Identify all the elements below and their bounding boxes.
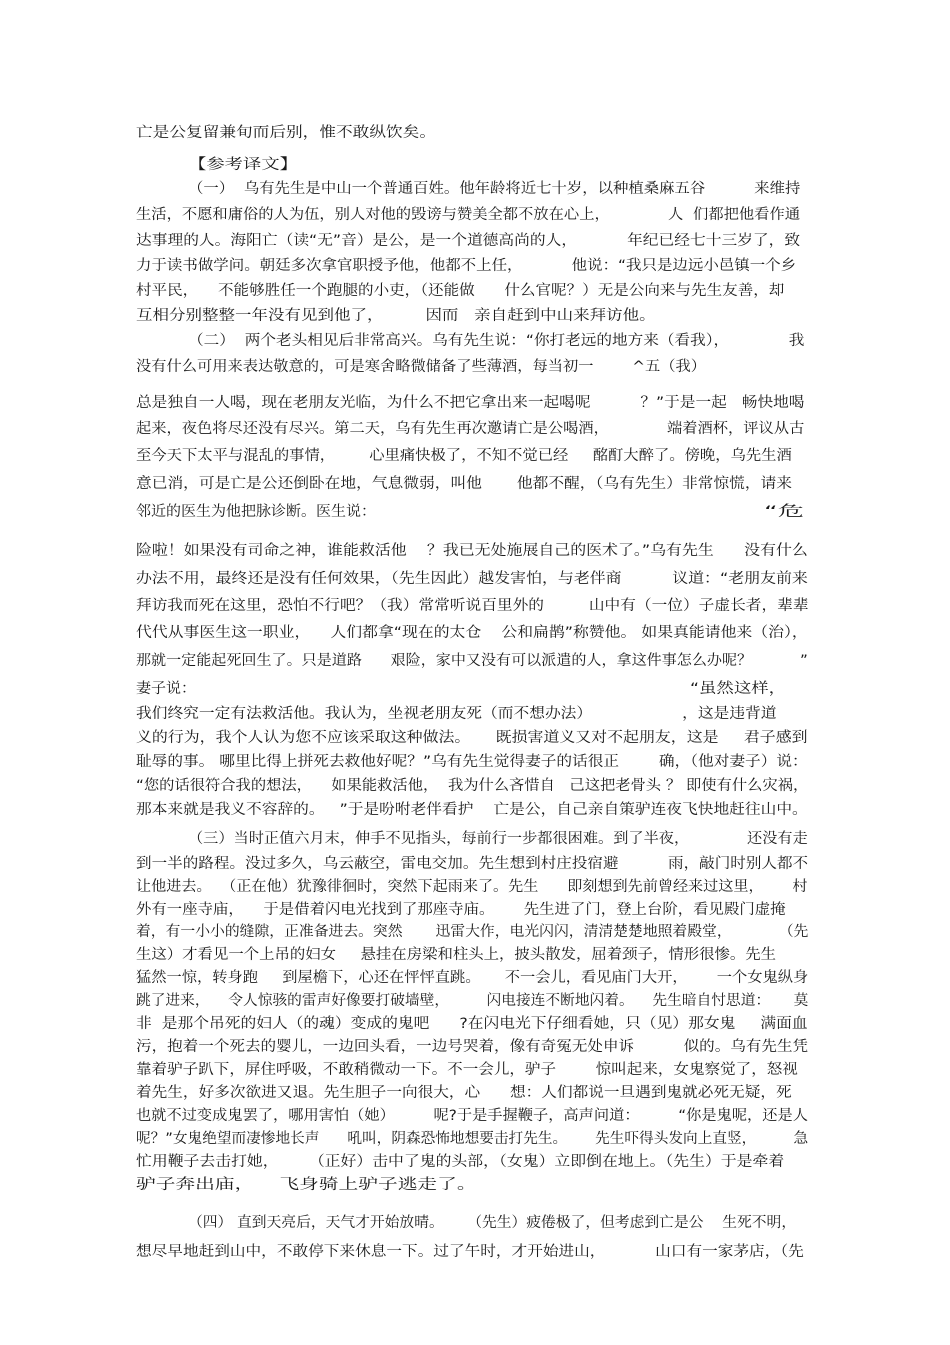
text-line: 让他进去。 （正在他）犹豫徘徊时，突然下起雨来了。先生 即刻想到先前曾经来过这里， 村 xyxy=(136,879,808,895)
text-line: 我们终究一定有法救活他。我认为，坐视老朋友死（而不想办法） ，这是违背道 xyxy=(136,706,777,722)
text-line: （四） 直到天亮后，天气才开始放晴。 （先生）疲倦极了，但考虑到亡是公 生死不明， xyxy=(188,1215,797,1231)
text-line: （三）当时正值六月末，伸手不见指头，每前行一步都很困难。到了半夜， 还没有走 xyxy=(188,831,808,847)
text-line: 猛然一惊，转身跑 到屋檐下，心还在怦怦直跳。 不一会儿，看见庙门大开， 一个女鬼纵身 xyxy=(136,970,809,986)
text-line: 办法不用，最终还是没有任何效果，（先生因此）越发害怕，与老伴商 议道：“老朋友前来 xyxy=(136,571,808,587)
text-line: 生活，不愿和庸俗的人为伍，别人对他的毁谤与赞美全都不放在心上， 人 们都把他看作通 xyxy=(136,207,801,223)
text-line: 忙用鞭子去击打她， （正好）击中了鬼的头部，（女鬼）立即倒在地上。（先生）于是牵着 xyxy=(136,1154,785,1170)
text-line: 总是独自一人喝，现在老朋友光临，为什么不把它拿出来一起喝呢 ？”于是一起 畅快地喝 xyxy=(136,395,805,411)
text-line: 外有一座寺庙， 于是借着闪电光找到了那座寺庙。 先生进了门，登上台阶，看见殿门虚掩 xyxy=(136,902,786,918)
text-line: “您的话很符合我的想法， 如果能救活他， 我为什么吝惜自 己这把老骨头 ？ 即使有什么灾祸， xyxy=(136,778,809,794)
text-line: 着，有一小小的缝隙，正准备进去。突然 迅雷大作，电光闪闪，清清楚楚地照着殿堂， （先 xyxy=(136,924,809,940)
text-line: 互相分别整整一年没有见到他了， 因而 亲自赶到中山来拜访他。 xyxy=(136,308,656,324)
text-line: 非 是那个吊死的妇人（的魂）变成的鬼吧 ?在闪电光下仔细看她，只（见）那女鬼 满面血 xyxy=(136,1016,808,1032)
text-line: 村平民， 不能够胜任一个跑腿的小吏，（还能做 什么官呢？）无是公向来与先生友善，却 xyxy=(136,283,785,299)
text-line: 至今天下太平与混乱的事情， 心里痛快极了，不知不觉已经 酩酊大醉了。傍晚，乌先生酒 xyxy=(136,448,792,464)
text-line: 拜访我而死在这里，恐怕不行吧？（我）常常听说百里外的 山中有（一位）子虚长者，辈辈 xyxy=(136,598,809,614)
text-line: 耻辱的事。 哪里比得上拼死去救他好呢？”乌有先生觉得妻子的话很正 确，（他对妻子）说： xyxy=(136,754,808,770)
text-line: 跳了进来， 令人惊骇的雷声好像要打破墙壁， 闪电接连不断地闪着。 先生暗自忖思道： 莫 xyxy=(136,993,809,1009)
text-line: 那本来就是我义不容辞的。 ”于是吩咐老伴看护 亡是公，自己亲自策驴连夜飞快地赶往山中。 xyxy=(136,802,808,818)
text-line: 也就不过变成鬼罢了，哪用害怕（她） 呢?于是手握鞭子，高声问道： “你是鬼呢，还是人 xyxy=(136,1108,808,1124)
text-line: 生这）才看见一个上吊的妇女 悬挂在房梁和柱头上，披头散发，屈着颈子，情形很惨。先生 xyxy=(136,947,777,963)
text-line: 没有什么可用来表达敬意的，可是寒舍略微储备了些薄酒，每当初一 ^五（我） xyxy=(136,359,707,375)
text-line: “虽然这样， xyxy=(690,681,787,697)
text-line: 邻近的医生为他把脉诊断。医生说： xyxy=(136,504,376,520)
text-line: 那就一定能起死回生了。只是道路 艰险，家中又没有可以派遣的人，拿这件事怎么办呢？ ” xyxy=(136,653,808,669)
section-heading: 【参考译文】 xyxy=(188,157,298,173)
text-line: 想尽早地赶到山中，不敢停下来休息一下。过了午时，才开始进山， 山口有一家茅店，（先 xyxy=(136,1244,804,1260)
text-line: 代代从事医生这一职业， 人们都拿“现在的太仓 公和扁鹊”称赞他。 如果真能请他来（治）， xyxy=(136,625,808,641)
text-line: 力于读书做学问。朝廷多次拿官职授予他，他都不上任， 他说：“我只是边远小邑镇一个乡 xyxy=(136,258,797,274)
text-line: （一） 乌有先生是中山一个普通百姓。他年龄将近七十岁，以种植桑麻五谷 来维持 xyxy=(188,181,801,197)
text-line: 意已消，可是亡是公还倒卧在地，气息微弱，叫他 他都不醒，（乌有先生）非常惊慌，请来 xyxy=(136,476,793,492)
text-line: 污，抱着一个死去的婴儿，一边回头看，一边号哭着，像有奇冤无处申诉 似的。乌有先生凭 xyxy=(136,1039,809,1055)
text-line: 着先生，好多次欲进又退。先生胆子一向很大，心 想：人们都说一旦遇到鬼就必死无疑，死 xyxy=(136,1085,792,1101)
text-line: （二） 两个老头相见后非常高兴。乌有先生说：“你打老远的地方来（看我）， 我 xyxy=(188,333,805,349)
text-line: 达事理的人。海阳亡（读“无”音）是公，是一个道德高尚的人， 年纪已经七十三岁了，致 xyxy=(136,233,801,249)
text-line: 险啦！如果没有司命之神，谁能救活他 ？我已无处施展自己的医术了。”乌有先生 没有什么 xyxy=(136,543,808,559)
text-line: 亡是公复留兼旬而后别，惟不敢纵饮矣。 xyxy=(136,125,436,141)
text-line: 靠着驴子趴下，屏住呼吸，不敢稍微动一下。不一会儿，驴子 惊叫起来，女鬼察觉了，怒视 xyxy=(136,1062,798,1078)
text-line: 起来，夜色将尽还没有尽兴。第二天，乌有先生再次邀请亡是公喝酒， 端着酒杯，评议从古 xyxy=(136,421,805,437)
text-line: 妻子说： xyxy=(136,681,196,697)
text-line: 到一半的路程。没过多久，乌云蔽空，雷电交加。先生想到村庄投宿避 雨，敲门时别人都不 xyxy=(136,856,809,872)
text-line: “危 xyxy=(764,504,805,520)
text-line: 呢？”女鬼绝望而凄惨地长声 吼叫，阴森恐怖地想要击打先生。 先生吓得头发向上直竖， 急 xyxy=(136,1131,809,1147)
text-line: 义的行为，我个人认为您不应该采取这种做法。 既损害道义又对不起朋友，这是 君子感到 xyxy=(136,730,808,746)
text-line: 驴子奔出庙， 飞身骑上驴子逃走了。 xyxy=(136,1177,477,1193)
